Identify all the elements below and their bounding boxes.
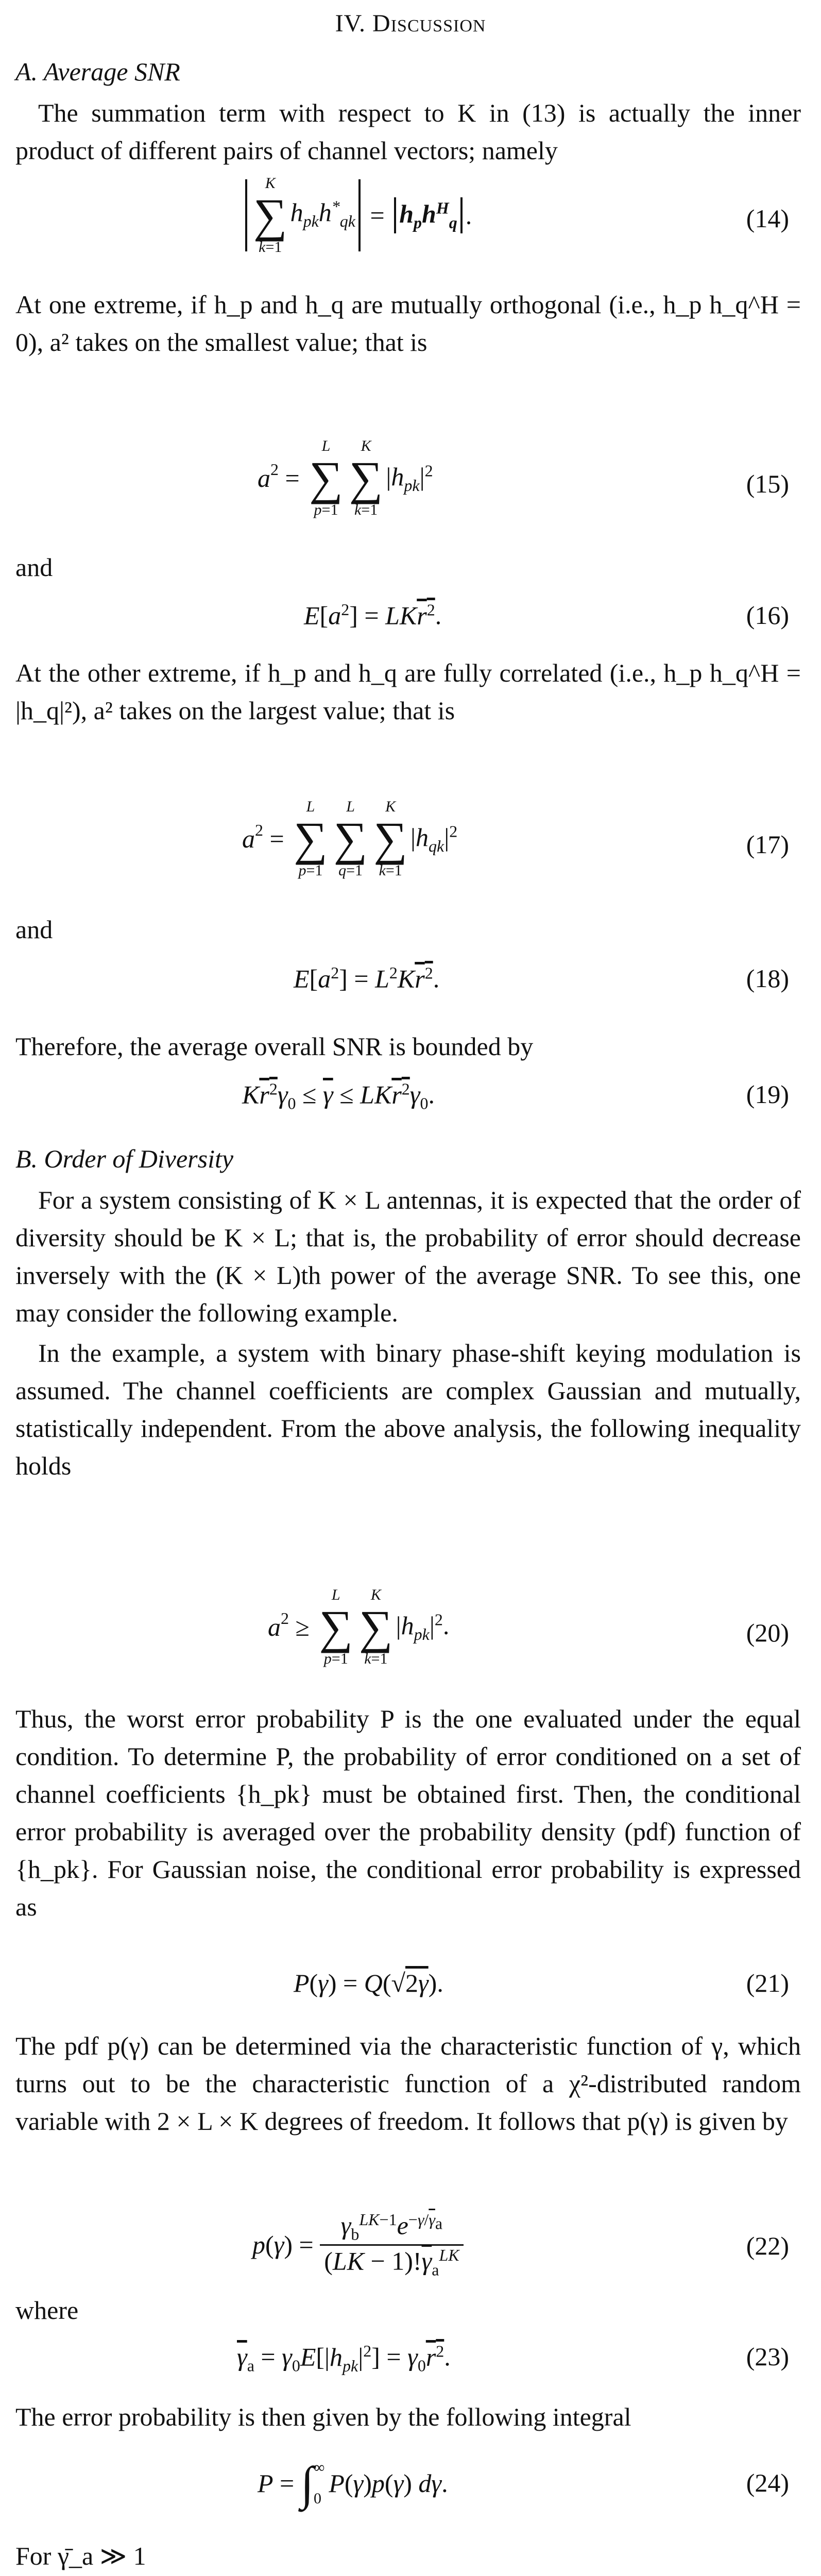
equation-17: $a^2$ = L ∑ p=1 L ∑ q=1 K ∑ k=1 $|h_{qk}|^2$ (17) (242, 798, 789, 879)
section-title: Discussion (372, 10, 486, 37)
equation-number: (22) (746, 2231, 789, 2260)
equation-19: $Kr^2\gamma_0 \le \overline{\gamma} \le LKr^2\gamma_0$. (19) (242, 1079, 789, 1113)
equation-23: $\overline{\gamma}_a = \gamma_0E[|h_{pk}|^2] = \gamma_0r^2$. (23) (237, 2342, 789, 2375)
equation-number: (24) (746, 2468, 789, 2497)
section-heading (0, 9, 821, 38)
paragraph-9: Thus, the worst error probability P is the one evaluated under the equal condition. To determine P, the probability of error conditioned on a set of channel coefficients {h_pk} must be obtained first. Then, the conditional error probability is averaged over the probability density (pdf) function of {h_pk}. For Gaussian noise, the conditional error probability is expressed as (15, 1704, 801, 1921)
equation-number: (23) (746, 2342, 789, 2371)
paragraph-13: For γ̄_a ≫ 1 (15, 2541, 146, 2570)
equation-21: P(γ) = Q(√2γ). (21) (294, 1969, 789, 1997)
paragraph-3: and (15, 553, 53, 582)
paragraph-6: Therefore, the average overall SNR is bounded by (15, 1032, 534, 1061)
equation-number: (15) (746, 469, 789, 498)
equation-24: P = ∫∞ 0P(γ)p(γ) dγ. (24) (258, 2457, 789, 2510)
paragraph-11: where (15, 2296, 79, 2325)
equation-number: (16) (746, 601, 789, 630)
equation-16: $E[a^2] = LKr^2$. (16) (304, 600, 789, 630)
equation-number: (20) (746, 1618, 789, 1647)
paragraph-7: For a system consisting of K × L antennas, it is expected that the order of diversity should be K × L; that is, the probability of error should decrease inversely with the (K × L)th power of the average SNR. To see this, one may consider the following example. (15, 1185, 801, 1327)
equation-15: $a^2$ = L ∑ p=1 K ∑ k=1 $|h_{pk}|^2$ (15) (258, 437, 789, 518)
paragraph-4: At the other extreme, if h_p and h_q are fully correlated (i.e., h_p h_q^H = |h_q|²), a² takes on the largest value; that is (15, 658, 801, 725)
equation-22: p(γ) = $\frac{\gamma_b^{LK-1}e^{-\gamma/\overline{\gamma}_a}}{(LK - 1)!\overline{\gamma}_a^{LK}}$ (22) (252, 2210, 789, 2279)
paragraph-8: In the example, a system with binary phase-shift keying modulation is assumed. The channel coefficients are complex Gaussian and mutually, statistically independent. From the above analysis, the following inequality holds (15, 1338, 801, 1480)
equation-number: (17) (746, 830, 789, 859)
paragraph-2: At one extreme, if h_p and h_q are mutually orthogonal (i.e., h_p h_q^H = 0), a² takes on the smallest value; that is (15, 290, 801, 357)
subsection-a-heading: A. Average SNR (15, 57, 180, 86)
equation-18: $E[a^2] = L^2Kr^2$. (18) (294, 963, 789, 993)
paragraph-12: The error probability is then given by the following integral (15, 2402, 631, 2431)
paragraph-10: The pdf p(γ) can be determined via the characteristic function of γ, which turns out to be the characteristic function of a χ²-distributed random variable with 2 × L × K degrees of freedom. It follows that p(γ) is given by (15, 2031, 801, 2136)
equation-number: (21) (746, 1969, 789, 1997)
equation-number: (18) (746, 964, 789, 993)
paragraph-1: The summation term with respect to K in (13) is actually the inner product of different pairs of channel vectors; namely (15, 98, 801, 165)
paragraph-5: and (15, 915, 53, 944)
subsection-b-heading: B. Order of Diversity (15, 1144, 234, 1173)
equation-20: $a^2$ ≥ L ∑ p=1 K ∑ k=1 $|h_{pk}|^2$. (20) (268, 1586, 789, 1667)
section-number: IV. (335, 10, 366, 37)
equation-number: (19) (746, 1080, 789, 1109)
equation-number: (14) (746, 204, 789, 233)
equation-14: K ∑ k=1 $h_{pk}h^*_{qk} = h_ph^H_q$ . (14) (0, 170, 821, 268)
